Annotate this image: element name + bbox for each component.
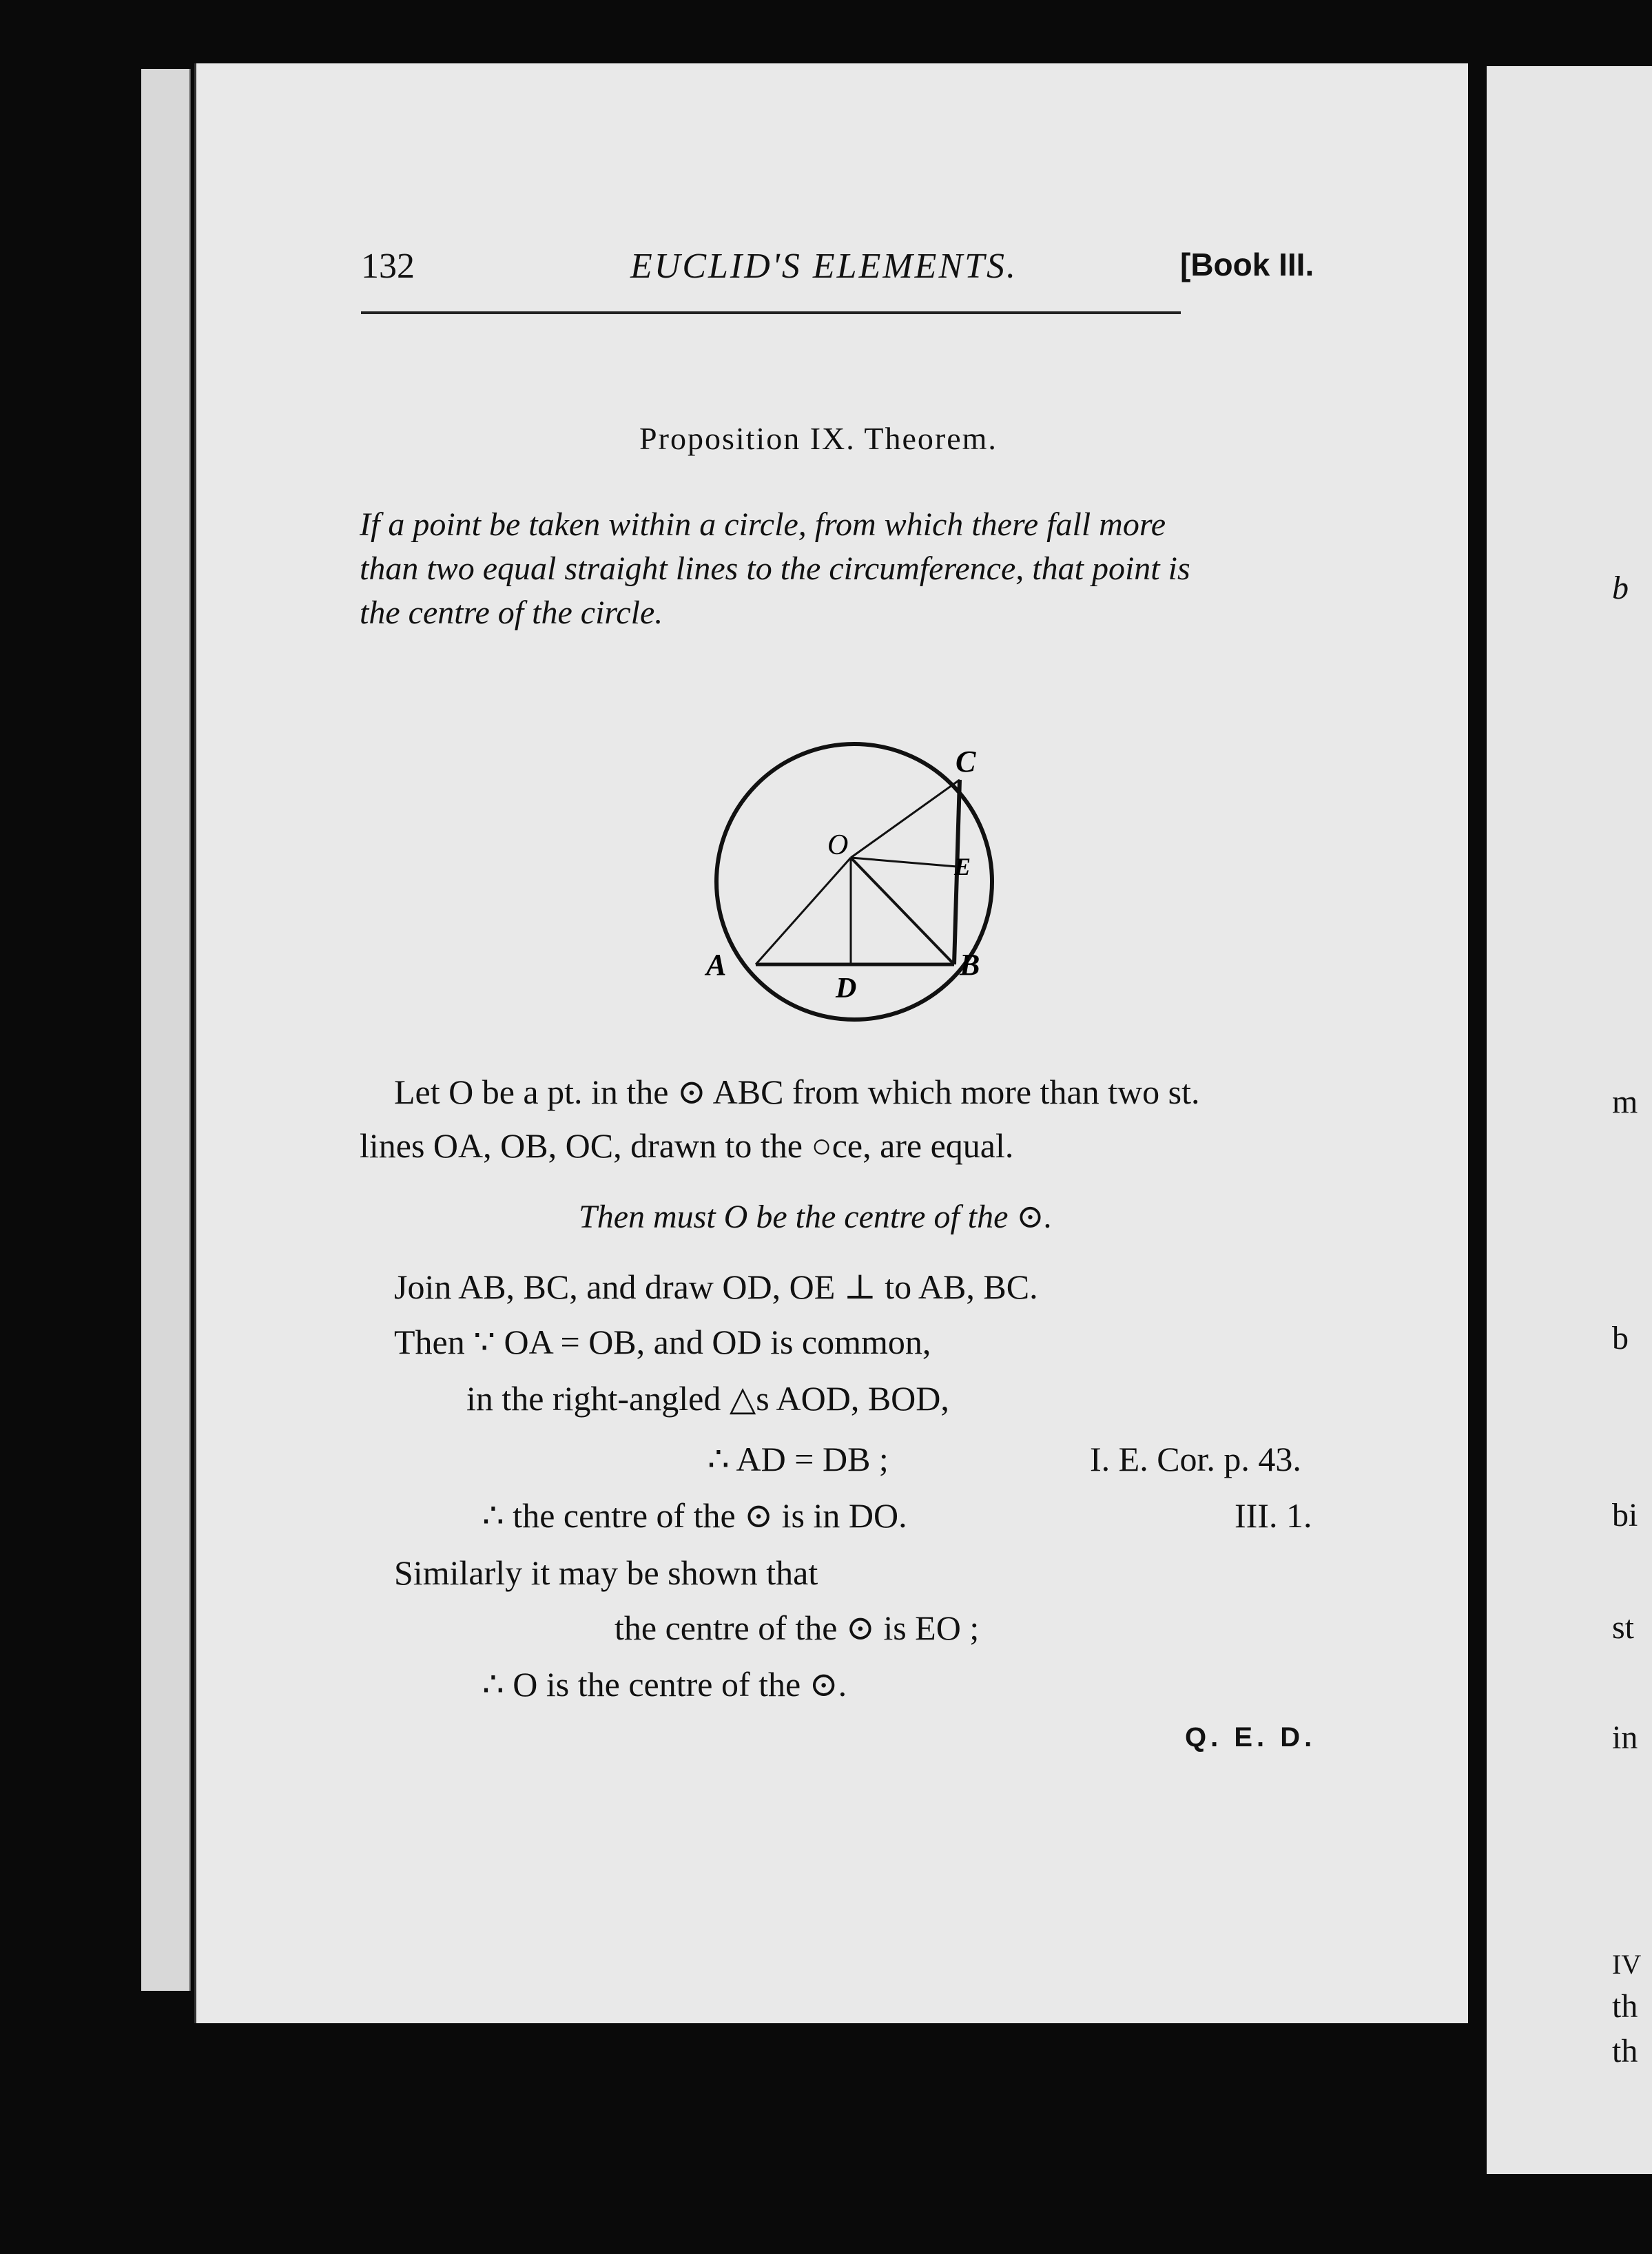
label-a: A: [706, 948, 727, 982]
label-d: D: [836, 973, 857, 1004]
enunciation: [360, 503, 1338, 635]
facing-fragment: IV: [1612, 1949, 1642, 1980]
proof-line: lines OA, OB, OC, drawn to the ○ce, are equal.: [360, 1126, 1014, 1165]
label-o: O: [827, 829, 849, 861]
circle-diagram: [699, 716, 1030, 1033]
book-label: [Book III.: [1180, 247, 1314, 282]
proof-line: in the right-angled △s AOD, BOD,: [466, 1379, 949, 1418]
proof-reference: III. 1.: [1235, 1496, 1312, 1535]
line-oc: [851, 780, 960, 858]
page-number: 132: [361, 247, 415, 286]
facing-fragment: b: [1612, 1320, 1629, 1356]
label-b: B: [960, 948, 980, 982]
facing-fragment: in: [1612, 1719, 1638, 1756]
label-e: E: [954, 853, 971, 880]
line-ob: [851, 858, 954, 964]
proof-claim: Then must O be the centre of the ⊙.: [579, 1199, 1053, 1235]
line-oe: [851, 858, 957, 867]
qed-mark: Q. E. D.: [1185, 1722, 1317, 1752]
facing-fragment: m: [1612, 1084, 1638, 1120]
enunciation-line: than two equal straight lines to the circumference, that point is: [360, 550, 1190, 587]
facing-fragment: bi: [1612, 1497, 1638, 1533]
label-c: C: [956, 745, 976, 778]
header-rule: [361, 311, 1181, 314]
proof-line: Let O be a pt. in the ⊙ ABC from which more than two st.: [394, 1073, 1200, 1111]
line-oa: [756, 858, 851, 964]
proof-line: ∴ AD = DB ;: [708, 1440, 889, 1478]
proof-line: the centre of the ⊙ is EO ;: [615, 1609, 980, 1647]
facing-fragment: th: [1612, 1988, 1638, 2025]
proof-line: Then ∵ OA = OB, and OD is common,: [394, 1323, 931, 1361]
enunciation-line: the centre of the circle.: [360, 594, 663, 631]
page-edge-stack: [141, 69, 196, 1991]
proof-reference: I. E. Cor. p. 43.: [1090, 1440, 1301, 1478]
proof-line: Join AB, BC, and draw OD, OE ⊥ to AB, BC.: [394, 1268, 1038, 1306]
proof-line: Similarly it may be shown that: [394, 1553, 818, 1592]
proof-conclusion: ∴ O is the centre of the ⊙.: [482, 1665, 847, 1704]
facing-fragment: th: [1612, 2033, 1638, 2069]
facing-fragment: st: [1612, 1609, 1635, 1646]
proposition-heading: Proposition IX. Theorem.: [639, 421, 998, 456]
enunciation-line: If a point be taken within a circle, from which there fall more: [360, 506, 1166, 543]
facing-fragment: b: [1612, 570, 1629, 606]
proof-line: ∴ the centre of the ⊙ is in DO.: [482, 1496, 907, 1535]
running-title: EUCLID'S ELEMENTS.: [630, 247, 1018, 286]
